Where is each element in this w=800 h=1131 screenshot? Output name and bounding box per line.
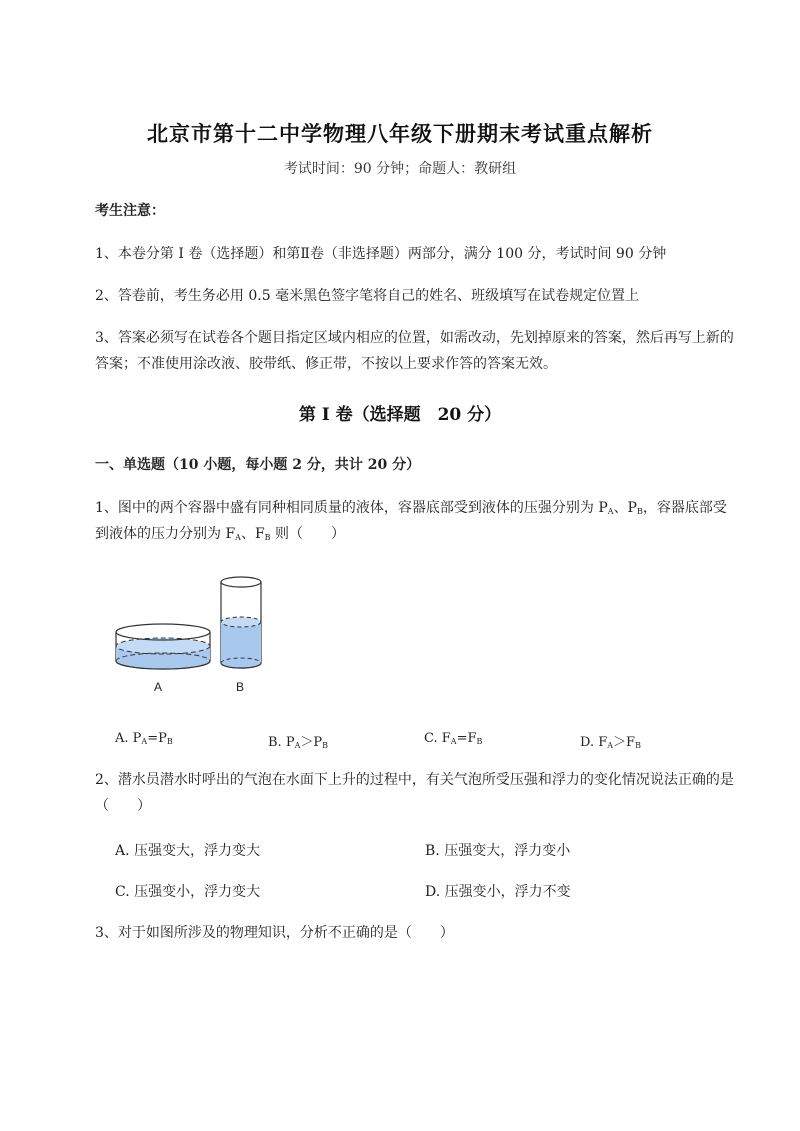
figure-label-a: A xyxy=(154,680,163,694)
question-1-stem-cont: 到液体的压力分别为 $F_A$、$F_B$ 则（ ） xyxy=(95,526,346,542)
q1-option-b[interactable]: B. $P_A>P_B$ xyxy=(268,735,328,750)
q2-option-b[interactable]: B. 压强变大，浮力变小 xyxy=(425,843,571,859)
notice-item-1: 1、本卷分第 I 卷（选择题）和第Ⅱ卷（非选择题）两部分，满分 100 分，考试时间 90 分钟 xyxy=(95,246,667,262)
section-title: 第 I 卷（选择题 20 分） xyxy=(298,405,502,425)
notice-item-3: 3、答案必须写在试卷各个题目指定区域内相应的位置，如需改动，先划掉原来的答案，然后再写上新的答案；不准使用涂改液、胶带纸、修正带，不按以上要求作答的答案无效。 xyxy=(95,330,734,372)
container-b xyxy=(221,577,261,668)
q1-option-a[interactable]: A. $P_A=P_B$ xyxy=(115,731,173,746)
notice-heading: 考生注意： xyxy=(95,203,165,219)
question-3-stem: 3、对于如图所涉及的物理知识，分析不正确的是（ ） xyxy=(95,925,454,941)
q2-option-c[interactable]: C. 压强变小，浮力变大 xyxy=(115,884,261,900)
exam-info: 考试时间：90 分钟；命题人：教研组 xyxy=(283,161,517,177)
q2-option-a[interactable]: A. 压强变大，浮力变大 xyxy=(115,843,261,859)
q2-option-d[interactable]: D. 压强变小，浮力不变 xyxy=(425,884,571,900)
question-2-stem: 2、潜水员潜水时呼出的气泡在水面下上升的过程中，有关气泡所受压强和浮力的变化情况说法正确的是（ ） xyxy=(95,772,734,814)
part-heading: 一、单选题（10 小题，每小题 2 分，共计 20 分） xyxy=(95,457,421,473)
q1-option-c[interactable]: C. $F_A=F_B$ xyxy=(424,731,483,746)
page-title: 北京市第十二中学物理八年级下册期末考试重点解析 xyxy=(147,121,653,146)
q1-option-d[interactable]: D. $F_A>F_B$ xyxy=(580,735,641,750)
question-1-stem: 1、图中的两个容器中盛有同种相同质量的液体，容器底部受到液体的压强分别为 $P_A$、$P_B$，容器底部受 xyxy=(95,500,727,516)
containers-illustration xyxy=(110,570,280,700)
container-a xyxy=(116,624,210,669)
figure-label-b: B xyxy=(236,680,245,694)
containers-figure xyxy=(110,570,280,700)
notice-item-2: 2、答卷前，考生务必用 0.5 毫米黑色签字笔将自己的姓名、班级填写在试卷规定位置上 xyxy=(95,288,640,304)
